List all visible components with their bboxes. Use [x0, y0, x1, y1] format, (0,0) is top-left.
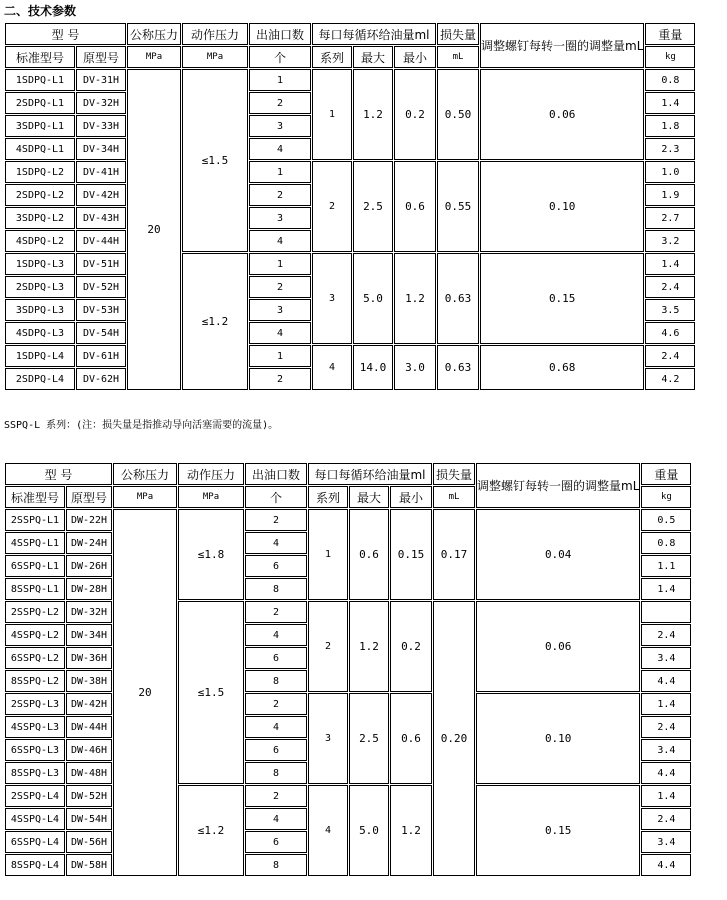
weight-cell: 4.4: [641, 854, 691, 876]
header-outlets: 出油口数: [245, 463, 307, 485]
header-outlets: 出油口数: [249, 23, 311, 45]
screw-adjust-cell: 0.10: [476, 693, 640, 784]
header-loss-unit: mL: [437, 46, 479, 68]
weight-cell: 4.6: [645, 322, 695, 344]
standard-model-cell: 3SDPQ-L1: [5, 115, 75, 137]
nominal-pressure-cell: 20: [113, 509, 177, 876]
header-oil-per-cycle: 每口每循环给油量ml: [308, 463, 432, 485]
standard-model-cell: 4SDPQ-L1: [5, 138, 75, 160]
standard-model-cell: 1SDPQ-L3: [5, 253, 75, 275]
series-cell: 4: [308, 785, 348, 876]
original-model-cell: DW-26H: [66, 555, 112, 577]
original-model-cell: DW-24H: [66, 532, 112, 554]
original-model-cell: DV-53H: [76, 299, 126, 321]
table-row: [5, 509, 691, 531]
weight-cell: 1.4: [645, 92, 695, 114]
header-weight: 重量: [645, 23, 695, 45]
header-max: 最大: [353, 46, 393, 68]
spec-table-sdpq: [4, 22, 696, 391]
standard-model-cell: 2SDPQ-L2: [5, 184, 75, 206]
original-model-cell: DW-32H: [66, 601, 112, 623]
weight-cell: 2.4: [641, 716, 691, 738]
section-heading: 二、技术参数: [4, 4, 77, 18]
outlets-cell: 4: [249, 138, 311, 160]
standard-model-cell: 4SDPQ-L2: [5, 230, 75, 252]
original-model-cell: DV-61H: [76, 345, 126, 367]
original-model-cell: DV-34H: [76, 138, 126, 160]
outlets-cell: 2: [249, 184, 311, 206]
outlets-cell: 4: [245, 808, 307, 830]
original-model-cell: DW-54H: [66, 808, 112, 830]
weight-cell: 4.2: [645, 368, 695, 390]
max-oil-cell: 2.5: [353, 161, 393, 252]
outlets-cell: 1: [249, 69, 311, 91]
weight-cell: 2.4: [645, 345, 695, 367]
weight-cell: 0.8: [641, 532, 691, 554]
min-oil-cell: 0.6: [394, 161, 436, 252]
header-action-pressure: 动作压力: [182, 23, 248, 45]
series-cell: 3: [308, 693, 348, 784]
original-model-cell: DV-52H: [76, 276, 126, 298]
loss-cell: 0.63: [437, 253, 479, 344]
original-model-cell: DV-33H: [76, 115, 126, 137]
standard-model-cell: 1SDPQ-L2: [5, 161, 75, 183]
standard-model-cell: 8SSPQ-L2: [5, 670, 65, 692]
table-row: [5, 69, 695, 91]
weight-cell: 3.2: [645, 230, 695, 252]
screw-adjust-cell: 0.06: [476, 601, 640, 692]
original-model-cell: DW-42H: [66, 693, 112, 715]
header-outlets-unit: 个: [245, 486, 307, 508]
original-model-cell: DV-41H: [76, 161, 126, 183]
outlets-cell: 1: [249, 161, 311, 183]
outlets-cell: 2: [245, 785, 307, 807]
screw-adjust-cell: 0.10: [480, 161, 644, 252]
weight-cell: 1.0: [645, 161, 695, 183]
standard-model-cell: 2SSPQ-L1: [5, 509, 65, 531]
series-cell: 4: [312, 345, 352, 390]
weight-cell: 4.4: [641, 762, 691, 784]
outlets-cell: 2: [249, 368, 311, 390]
table-note: SSPQ-L 系列：(注：损失量是指推动导向活塞需要的流量)。: [4, 420, 279, 431]
header-series: 系列: [312, 46, 352, 68]
original-model-cell: DW-52H: [66, 785, 112, 807]
action-pressure-cell: ≤1.8: [178, 509, 244, 600]
original-model-cell: DW-36H: [66, 647, 112, 669]
weight-cell: [641, 601, 691, 623]
header-original-model: 原型号: [76, 46, 126, 68]
header-nominal-pressure-unit: MPa: [113, 486, 177, 508]
standard-model-cell: 4SSPQ-L3: [5, 716, 65, 738]
loss-cell: 0.50: [437, 69, 479, 160]
weight-cell: 3.4: [641, 647, 691, 669]
outlets-cell: 4: [245, 532, 307, 554]
standard-model-cell: 3SDPQ-L3: [5, 299, 75, 321]
standard-model-cell: 6SSPQ-L4: [5, 831, 65, 853]
min-oil-cell: 0.2: [394, 69, 436, 160]
series-cell: 1: [312, 69, 352, 160]
standard-model-cell: 6SSPQ-L3: [5, 739, 65, 761]
outlets-cell: 8: [245, 670, 307, 692]
header-screw-adjust: 调整螺钉每转一圈的调整量mL: [480, 23, 644, 68]
weight-cell: 1.4: [645, 253, 695, 275]
standard-model-cell: 8SSPQ-L4: [5, 854, 65, 876]
weight-cell: 2.7: [645, 207, 695, 229]
header-action-pressure-unit: MPa: [178, 486, 244, 508]
table-row: [5, 161, 695, 183]
outlets-cell: 8: [245, 762, 307, 784]
outlets-cell: 6: [245, 647, 307, 669]
standard-model-cell: 4SDPQ-L3: [5, 322, 75, 344]
action-pressure-cell: ≤1.5: [178, 601, 244, 784]
header-loss: 损失量: [433, 463, 475, 485]
header-standard-model: 标准型号: [5, 486, 65, 508]
weight-cell: 0.8: [645, 69, 695, 91]
loss-cell: 0.17: [433, 509, 475, 600]
spec-table-sspq: [4, 462, 692, 877]
header-original-model: 原型号: [66, 486, 112, 508]
min-oil-cell: 3.0: [394, 345, 436, 390]
outlets-cell: 1: [249, 345, 311, 367]
outlets-cell: 3: [249, 115, 311, 137]
min-oil-cell: 1.2: [394, 253, 436, 344]
outlets-cell: 2: [249, 276, 311, 298]
outlets-cell: 6: [245, 831, 307, 853]
min-oil-cell: 1.2: [390, 785, 432, 876]
standard-model-cell: 4SSPQ-L4: [5, 808, 65, 830]
outlets-cell: 2: [245, 509, 307, 531]
original-model-cell: DV-44H: [76, 230, 126, 252]
weight-cell: 1.4: [641, 578, 691, 600]
original-model-cell: DW-44H: [66, 716, 112, 738]
min-oil-cell: 0.2: [390, 601, 432, 692]
header-loss: 损失量: [437, 23, 479, 45]
outlets-cell: 2: [249, 92, 311, 114]
weight-cell: 1.1: [641, 555, 691, 577]
original-model-cell: DV-31H: [76, 69, 126, 91]
loss-cell: 0.63: [437, 345, 479, 390]
outlets-cell: 4: [249, 230, 311, 252]
min-oil-cell: 0.6: [390, 693, 432, 784]
outlets-cell: 6: [245, 739, 307, 761]
max-oil-cell: 2.5: [349, 693, 389, 784]
header-standard-model: 标准型号: [5, 46, 75, 68]
outlets-cell: 3: [249, 207, 311, 229]
loss-cell: 0.55: [437, 161, 479, 252]
original-model-cell: DV-43H: [76, 207, 126, 229]
header-weight-unit: kg: [641, 486, 691, 508]
max-oil-cell: 0.6: [349, 509, 389, 600]
header-loss-unit: mL: [433, 486, 475, 508]
standard-model-cell: 2SSPQ-L2: [5, 601, 65, 623]
min-oil-cell: 0.15: [390, 509, 432, 600]
screw-adjust-cell: 0.04: [476, 509, 640, 600]
standard-model-cell: 4SSPQ-L1: [5, 532, 65, 554]
outlets-cell: 8: [245, 854, 307, 876]
header-nominal-pressure-unit: MPa: [127, 46, 181, 68]
header-min: 最小: [394, 46, 436, 68]
original-model-cell: DV-51H: [76, 253, 126, 275]
standard-model-cell: 2SDPQ-L3: [5, 276, 75, 298]
header-min: 最小: [390, 486, 432, 508]
original-model-cell: DW-22H: [66, 509, 112, 531]
screw-adjust-cell: 0.68: [480, 345, 644, 390]
standard-model-cell: 1SDPQ-L1: [5, 69, 75, 91]
weight-cell: 1.4: [641, 785, 691, 807]
original-model-cell: DW-38H: [66, 670, 112, 692]
header-action-pressure: 动作压力: [178, 463, 244, 485]
weight-cell: 0.5: [641, 509, 691, 531]
original-model-cell: DW-34H: [66, 624, 112, 646]
header-series: 系列: [308, 486, 348, 508]
original-model-cell: DV-62H: [76, 368, 126, 390]
outlets-cell: 1: [249, 253, 311, 275]
standard-model-cell: 2SSPQ-L4: [5, 785, 65, 807]
weight-cell: 1.9: [645, 184, 695, 206]
standard-model-cell: 3SDPQ-L2: [5, 207, 75, 229]
screw-adjust-cell: 0.06: [480, 69, 644, 160]
header-screw-adjust: 调整螺钉每转一圈的调整量mL: [476, 463, 640, 508]
table-row: [5, 785, 691, 807]
action-pressure-cell: ≤1.2: [178, 785, 244, 876]
weight-cell: 2.4: [641, 808, 691, 830]
loss-cell: 0.20: [433, 601, 475, 876]
action-pressure-cell: ≤1.5: [182, 69, 248, 252]
series-cell: 2: [312, 161, 352, 252]
weight-cell: 4.4: [641, 670, 691, 692]
action-pressure-cell: ≤1.2: [182, 253, 248, 390]
max-oil-cell: 1.2: [353, 69, 393, 160]
weight-cell: 3.4: [641, 739, 691, 761]
max-oil-cell: 1.2: [349, 601, 389, 692]
original-model-cell: DW-48H: [66, 762, 112, 784]
standard-model-cell: 1SDPQ-L4: [5, 345, 75, 367]
weight-cell: 1.8: [645, 115, 695, 137]
original-model-cell: DV-42H: [76, 184, 126, 206]
header-oil-per-cycle: 每口每循环给油量ml: [312, 23, 436, 45]
weight-cell: 1.4: [641, 693, 691, 715]
header-outlets-unit: 个: [249, 46, 311, 68]
table-row: [5, 253, 695, 275]
max-oil-cell: 5.0: [353, 253, 393, 344]
outlets-cell: 6: [245, 555, 307, 577]
header-model: 型 号: [5, 23, 126, 45]
screw-adjust-cell: 0.15: [476, 785, 640, 876]
original-model-cell: DV-54H: [76, 322, 126, 344]
series-cell: 1: [308, 509, 348, 600]
header-nominal-pressure: 公称压力: [113, 463, 177, 485]
header-weight: 重量: [641, 463, 691, 485]
header-model: 型 号: [5, 463, 112, 485]
series-cell: 3: [312, 253, 352, 344]
weight-cell: 2.4: [641, 624, 691, 646]
nominal-pressure-cell: 20: [127, 69, 181, 390]
table-row: [5, 601, 691, 623]
outlets-cell: 2: [245, 693, 307, 715]
weight-cell: 3.5: [645, 299, 695, 321]
header-max: 最大: [349, 486, 389, 508]
weight-cell: 2.4: [645, 276, 695, 298]
outlets-cell: 8: [245, 578, 307, 600]
outlets-cell: 4: [245, 716, 307, 738]
standard-model-cell: 6SSPQ-L2: [5, 647, 65, 669]
header-nominal-pressure: 公称压力: [127, 23, 181, 45]
original-model-cell: DV-32H: [76, 92, 126, 114]
standard-model-cell: 8SSPQ-L3: [5, 762, 65, 784]
standard-model-cell: 2SSPQ-L3: [5, 693, 65, 715]
header-weight-unit: kg: [645, 46, 695, 68]
screw-adjust-cell: 0.15: [480, 253, 644, 344]
standard-model-cell: 8SSPQ-L1: [5, 578, 65, 600]
outlets-cell: 4: [245, 624, 307, 646]
max-oil-cell: 5.0: [349, 785, 389, 876]
original-model-cell: DW-56H: [66, 831, 112, 853]
original-model-cell: DW-28H: [66, 578, 112, 600]
standard-model-cell: 2SDPQ-L4: [5, 368, 75, 390]
table-row: [5, 345, 695, 367]
original-model-cell: DW-58H: [66, 854, 112, 876]
table-row: [5, 693, 691, 715]
standard-model-cell: 4SSPQ-L2: [5, 624, 65, 646]
series-cell: 2: [308, 601, 348, 692]
header-action-pressure-unit: MPa: [182, 46, 248, 68]
original-model-cell: DW-46H: [66, 739, 112, 761]
standard-model-cell: 6SSPQ-L1: [5, 555, 65, 577]
outlets-cell: 2: [245, 601, 307, 623]
outlets-cell: 3: [249, 299, 311, 321]
weight-cell: 3.4: [641, 831, 691, 853]
standard-model-cell: 2SDPQ-L1: [5, 92, 75, 114]
max-oil-cell: 14.0: [353, 345, 393, 390]
outlets-cell: 4: [249, 322, 311, 344]
weight-cell: 2.3: [645, 138, 695, 160]
